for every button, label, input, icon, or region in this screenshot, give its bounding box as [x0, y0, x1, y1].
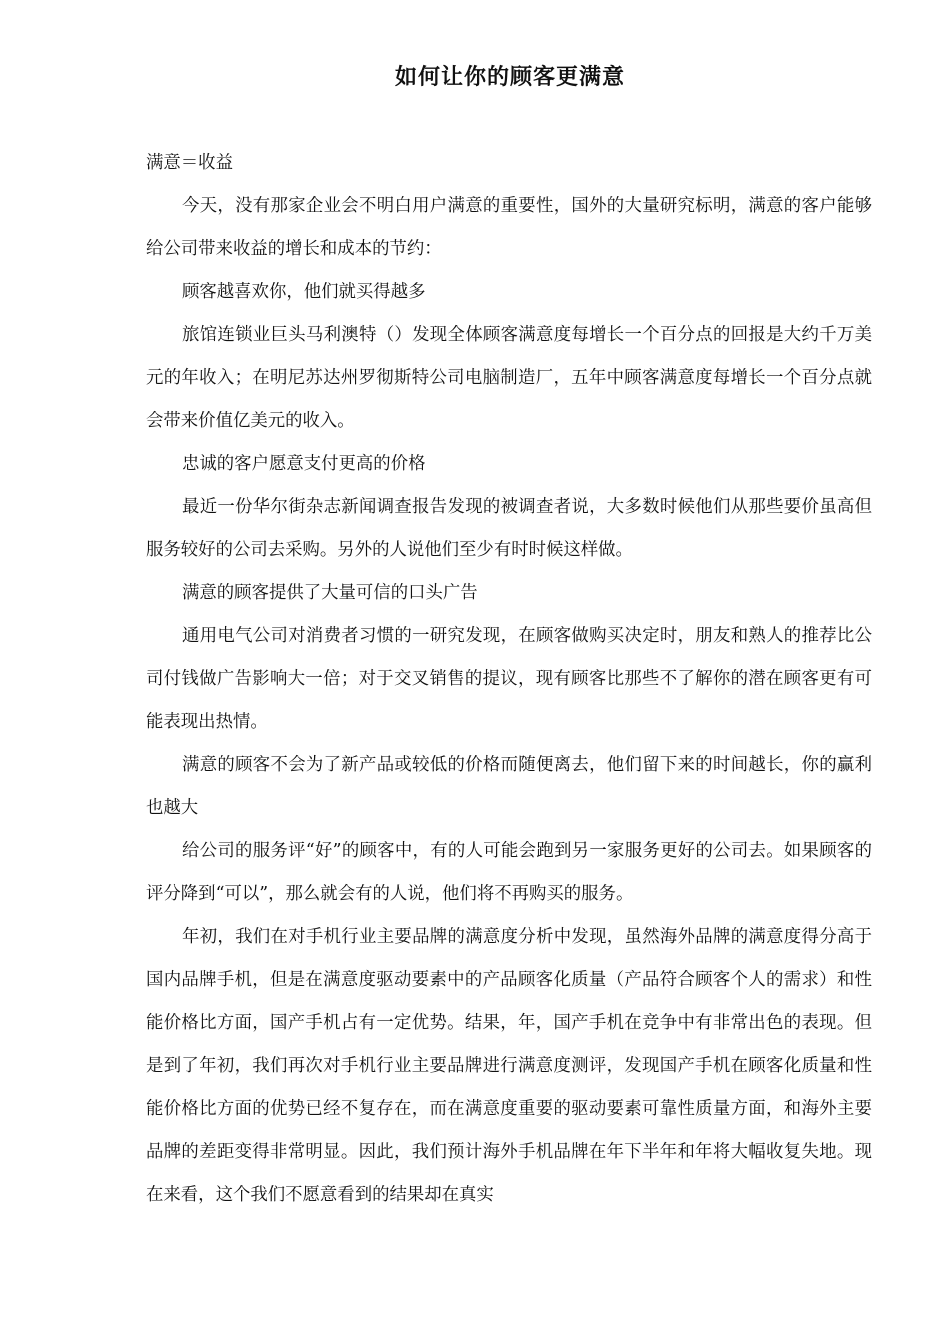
paragraph: 最近一份华尔街杂志新闻调查报告发现的被调查者说，大多数时候他们从那些要价虽高但服务较好的公司去采购。另外的人说他们至少有时时候这样做。 — [146, 497, 872, 560]
paragraph: 给公司的服务评“好”的顾客中，有的人可能会跑到另一家服务更好的公司去。如果顾客的评分降到“可以”，那么就会有的人说，他们将不再购买的服务。 — [146, 841, 872, 904]
section-heading: 满意＝收益 — [146, 153, 233, 173]
subheading: 满意的顾客提供了大量可信的口头广告 — [182, 583, 478, 603]
paragraph: 年初，我们在对手机行业主要品牌的满意度分析中发现，虽然海外品牌的满意度得分高于国内品牌手机，但是在满意度驱动要素中的产品顾客化质量（产品符合顾客个人的需求）和性能价格比方面，国产手机占有一定优势。结果，年，国产手机在竞争中有非常出色的表现。但是到了年初，我们再次对手机行业主要品牌进行满意度测评，发现国产手机在顾客化质量和性能价格比方面的优势已经不复存在，而在满意度重要的驱动要素可靠性质量方面，和海外主要品牌的差距变得非常明显。因此，我们预计海外手机品牌在年下半年和年将大幅收复失地。现在来看，这个我们不愿意看到的结果却在真实 — [146, 927, 872, 1205]
document-title: 如何让你的顾客更满意 — [394, 65, 625, 90]
paragraph: 旅馆连锁业巨头马利澳特（）发现全体顾客满意度每增长一个百分点的回报是大约千万美元的年收入；在明尼苏达州罗彻斯特公司电脑制造厂，五年中顾客满意度每增长一个百分点就会带来价值亿美元的收入。 — [146, 325, 872, 431]
subheading: 忠诚的客户愿意支付更高的价格 — [182, 454, 426, 474]
paragraph: 今天，没有那家企业会不明白用户满意的重要性，国外的大量研究标明，满意的客户能够给公司带来收益的增长和成本的节约： — [146, 196, 872, 259]
subheading: 顾客越喜欢你，他们就买得越多 — [182, 282, 426, 302]
paragraph: 通用电气公司对消费者习惯的一研究发现，在顾客做购买决定时，朋友和熟人的推荐比公司付钱做广告影响大一倍；对于交叉销售的提议，现有顾客比那些不了解你的潜在顾客更有可能表现出热情。 — [146, 626, 872, 732]
document-body — [146, 142, 872, 1217]
subheading: 满意的顾客不会为了新产品或较低的价格而随便离去，他们留下来的时间越长，你的赢利也越大 — [146, 755, 872, 818]
